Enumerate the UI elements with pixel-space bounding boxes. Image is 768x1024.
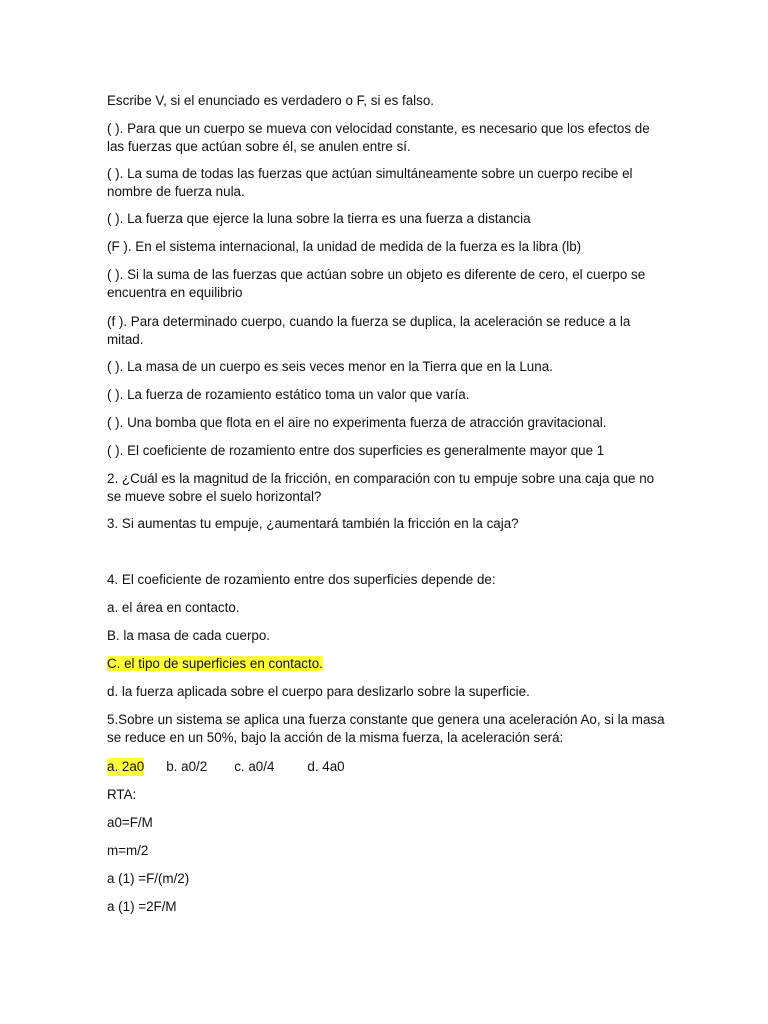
tf-item-6: (f ). Para determinado cuerpo, cuando la fuerza se duplica, la aceleración se reduce a la mitad. xyxy=(107,314,631,347)
question-4-option-c: C. el tipo de superficies en contacto. xyxy=(107,656,323,671)
tf-item-2: ( ). La suma de todas las fuerzas que actúan simultáneamente sobre un cuerpo recibe el nombre de fuerza nula. xyxy=(107,166,633,199)
question-5-options xyxy=(107,758,667,776)
answer-step-2: m=m/2 xyxy=(107,843,149,858)
tf-item-3: ( ). La fuerza que ejerce la luna sobre la tierra es una fuerza a distancia xyxy=(107,211,531,226)
question-2: 2. ¿Cuál es la magnitud de la fricción, en comparación con tu empuje sobre una caja que no se mueve sobre el suelo horizontal? xyxy=(107,471,655,504)
answer-label: RTA: xyxy=(107,787,137,802)
question-4: 4. El coeficiente de rozamiento entre dos superficies depende de: xyxy=(107,572,496,587)
tf-item-9: ( ). Una bomba que flota en el aire no experimenta fuerza de atracción gravitacional. xyxy=(107,415,607,430)
question-3: 3. Si aumentas tu empuje, ¿aumentará también la fricción en la caja? xyxy=(107,516,519,531)
question-5: 5.Sobre un sistema se aplica una fuerza constante que genera una aceleración Ao, si la masa se reduce en un 50%, bajo la acción de la misma fuerza, la aceleración será: xyxy=(107,712,665,745)
tf-item-7: ( ). La masa de un cuerpo es seis veces menor en la Tierra que en la Luna. xyxy=(107,359,553,374)
question-4-option-d: d. la fuerza aplicada sobre el cuerpo para deslizarlo sobre la superficie. xyxy=(107,684,530,699)
answer-step-3: a (1) =F/(m/2) xyxy=(107,871,190,886)
answer-step-1: a0=F/M xyxy=(107,815,153,830)
tf-item-5: ( ). Si la suma de las fuerzas que actúan sobre un objeto es diferente de cero, el cuerpo se encuentra en equilibrio xyxy=(107,267,646,300)
instructions: Escribe V, si el enunciado es verdadero o F, si es falso. xyxy=(107,93,435,108)
tf-item-10: ( ). El coeficiente de rozamiento entre dos superficies es generalmente mayor que 1 xyxy=(107,443,605,458)
question-4-option-a: a. el área en contacto. xyxy=(107,600,240,615)
tf-item-8: ( ). La fuerza de rozamiento estático toma un valor que varía. xyxy=(107,387,470,402)
tf-item-4: (F ). En el sistema internacional, la unidad de medida de la fuerza es la libra (lb) xyxy=(107,239,582,254)
tf-item-1: ( ). Para que un cuerpo se mueva con velocidad constante, es necesario que los efectos de las fuerzas que actúan sobre él, se anulen entre sí. xyxy=(107,121,650,154)
question-5-option-b: b. a0/2 xyxy=(166,759,208,774)
question-4-option-b: B. la masa de cada cuerpo. xyxy=(107,628,271,643)
question-5-option-c: c. a0/4 xyxy=(234,759,275,774)
question-5-option-a: a. 2a0 xyxy=(107,759,145,774)
question-5-option-d: d. 4a0 xyxy=(307,759,345,774)
question-4-option-c-line xyxy=(107,655,667,673)
answer-step-4: a (1) =2F/M xyxy=(107,899,177,914)
